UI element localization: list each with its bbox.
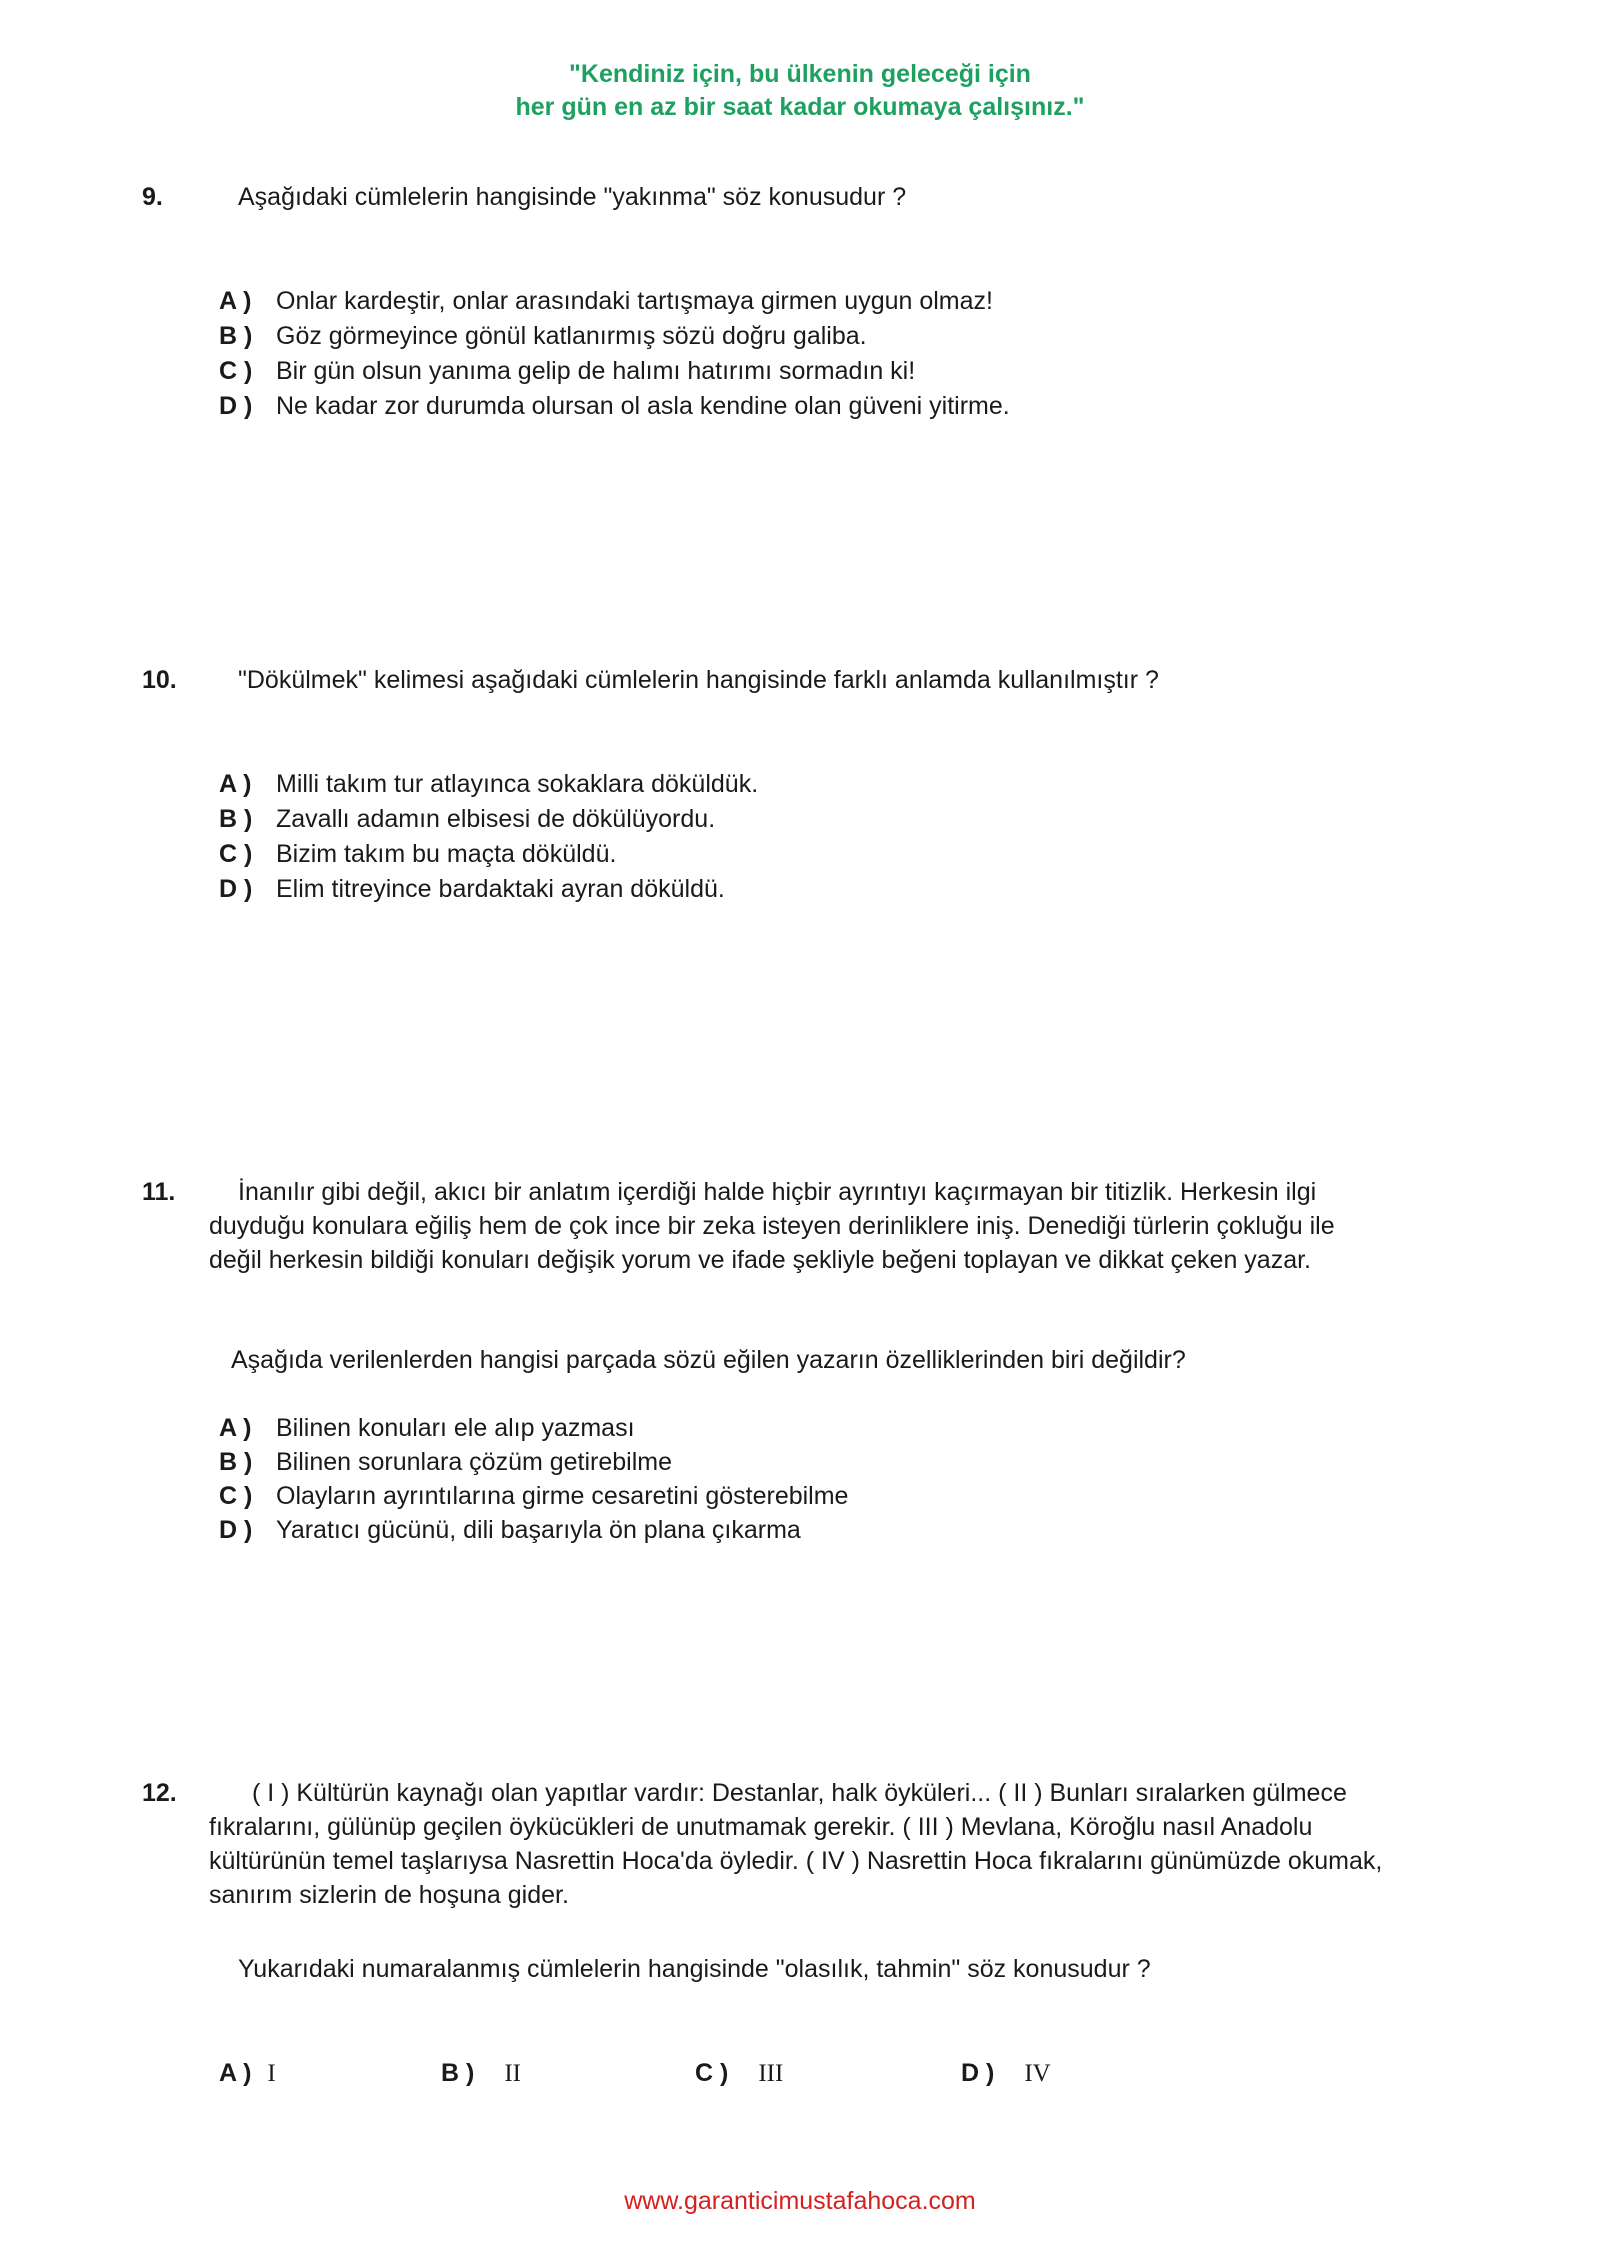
option-letter: C ) (695, 2059, 729, 2087)
reading-passage (209, 1776, 1394, 1912)
reading-passage (209, 1175, 1394, 1277)
option-text: IV (1024, 2060, 1051, 2087)
option-text: Elim titreyince bardaktaki ayran döküldü. (276, 875, 725, 903)
option-letter: A ) (219, 770, 252, 798)
option-text: Bilinen sorunlara çözüm getirebilme (276, 1448, 673, 1476)
option-d[interactable] (219, 1513, 848, 1547)
option-text: Bir gün olsun yanıma gelip de halımı hatırımı sormadın ki! (276, 357, 916, 385)
page-header (0, 58, 1600, 124)
question-stem: Aşağıdaki cümlelerin hangisinde "yakınma" söz konusudur ? (238, 183, 907, 211)
option-letter: D ) (219, 875, 253, 903)
option-b[interactable] (441, 2056, 521, 2091)
option-letter: D ) (219, 1516, 253, 1544)
option-letter: C ) (219, 840, 253, 868)
passage-text: ( I ) Kültürün kaynağı olan yapıtlar vardır: Destanlar, halk öyküleri... ( II ) Bunları sıralarken gülmece fıkralarını, gülünüp geçilen öykücükleri de unutmamak gerekir. ( III ) Mevlana, Köroğlu nasıl Anadolu kültürünün temel taşlarıysa Nasrettin Hoca'da öyledir. ( IV ) Nasrettin Hoca fıkralarını günümüzde okumak, sanırım sizlerin de hoşuna gider. (209, 1779, 1383, 1909)
option-text: Bizim takım bu maçta döküldü. (276, 840, 617, 868)
question-number: 9. (142, 183, 163, 211)
option-text: Onlar kardeştir, onlar arasındaki tartışmaya girmen uygun olmaz! (276, 287, 993, 315)
option-a[interactable] (219, 1411, 848, 1445)
option-text: Milli takım tur atlayınca sokaklara döküldük. (276, 770, 759, 798)
option-b[interactable] (219, 1445, 848, 1479)
question-stem: Aşağıda verilenlerden hangisi parçada sözü eğilen yazarın özelliklerinden biri değildir? (231, 1346, 1186, 1374)
option-d[interactable] (961, 2056, 1051, 2091)
question-number: 11. (142, 1178, 176, 1206)
option-letter: B ) (219, 805, 253, 833)
header-line-1: "Kendiniz için, bu ülkenin geleceği için (569, 60, 1031, 88)
option-text: Yaratıcı gücünü, dili başarıyla ön plana çıkarma (276, 1516, 801, 1544)
question-stem: Yukarıdaki numaralanmış cümlelerin hangisinde "olasılık, tahmin" söz konusudur ? (238, 1955, 1151, 1983)
question-number: 10. (142, 666, 177, 694)
option-list (219, 1411, 848, 1547)
footer-website-link[interactable]: www.garanticimustafahoca.com (624, 2187, 976, 2215)
option-a[interactable] (219, 767, 758, 802)
option-c[interactable] (219, 354, 1010, 389)
header-line-2: her gün en az bir saat kadar okumaya çalışınız." (515, 93, 1085, 121)
option-text: I (267, 2060, 276, 2087)
option-letter: C ) (219, 357, 253, 385)
option-text: III (758, 2060, 784, 2087)
option-letter: A ) (219, 2059, 252, 2087)
option-a[interactable] (219, 284, 1010, 319)
option-letter: B ) (219, 1448, 253, 1476)
option-c[interactable] (219, 837, 758, 872)
option-d[interactable] (219, 389, 1010, 424)
option-text: Bilinen konuları ele alıp yazması (276, 1414, 635, 1442)
option-letter: D ) (219, 392, 253, 420)
option-text: Ne kadar zor durumda olursan ol asla kendine olan güveni yitirme. (276, 392, 1010, 420)
question-stem: "Dökülmek" kelimesi aşağıdaki cümlelerin hangisinde farklı anlamda kullanılmıştır ? (238, 666, 1159, 694)
option-c[interactable] (695, 2056, 783, 2091)
option-b[interactable] (219, 319, 1010, 354)
option-letter: B ) (219, 322, 253, 350)
option-c[interactable] (219, 1479, 848, 1513)
option-b[interactable] (219, 802, 758, 837)
option-list (219, 284, 1010, 424)
option-text: Olayların ayrıntılarına girme cesaretini gösterebilme (276, 1482, 849, 1510)
option-letter: B ) (441, 2059, 475, 2087)
option-text: II (504, 2060, 521, 2087)
option-letter: C ) (219, 1482, 253, 1510)
passage-text: İnanılır gibi değil, akıcı bir anlatım içerdiği halde hiçbir ayrıntıyı kaçırmayan bir titizlik. Herkesin ilgi duyduğu konulara eğiliş hem de çok ince bir zeka isteyen derinliklere iniş. Denediği türlerin çokluğu ile değil herkesin bildiği konuları değişik yorum ve ifade şekliyle beğeni toplayan ve dikkat çeken yazar. (209, 1178, 1335, 1274)
option-text: Zavallı adamın elbisesi de dökülüyordu. (276, 805, 716, 833)
option-letter: D ) (961, 2059, 995, 2087)
option-letter: A ) (219, 1414, 252, 1442)
question-number: 12. (142, 1779, 177, 1807)
option-list (219, 767, 758, 907)
option-a[interactable] (219, 2056, 276, 2091)
option-text: Göz görmeyince gönül katlanırmış sözü doğru galiba. (276, 322, 867, 350)
option-letter: A ) (219, 287, 252, 315)
option-d[interactable] (219, 872, 758, 907)
